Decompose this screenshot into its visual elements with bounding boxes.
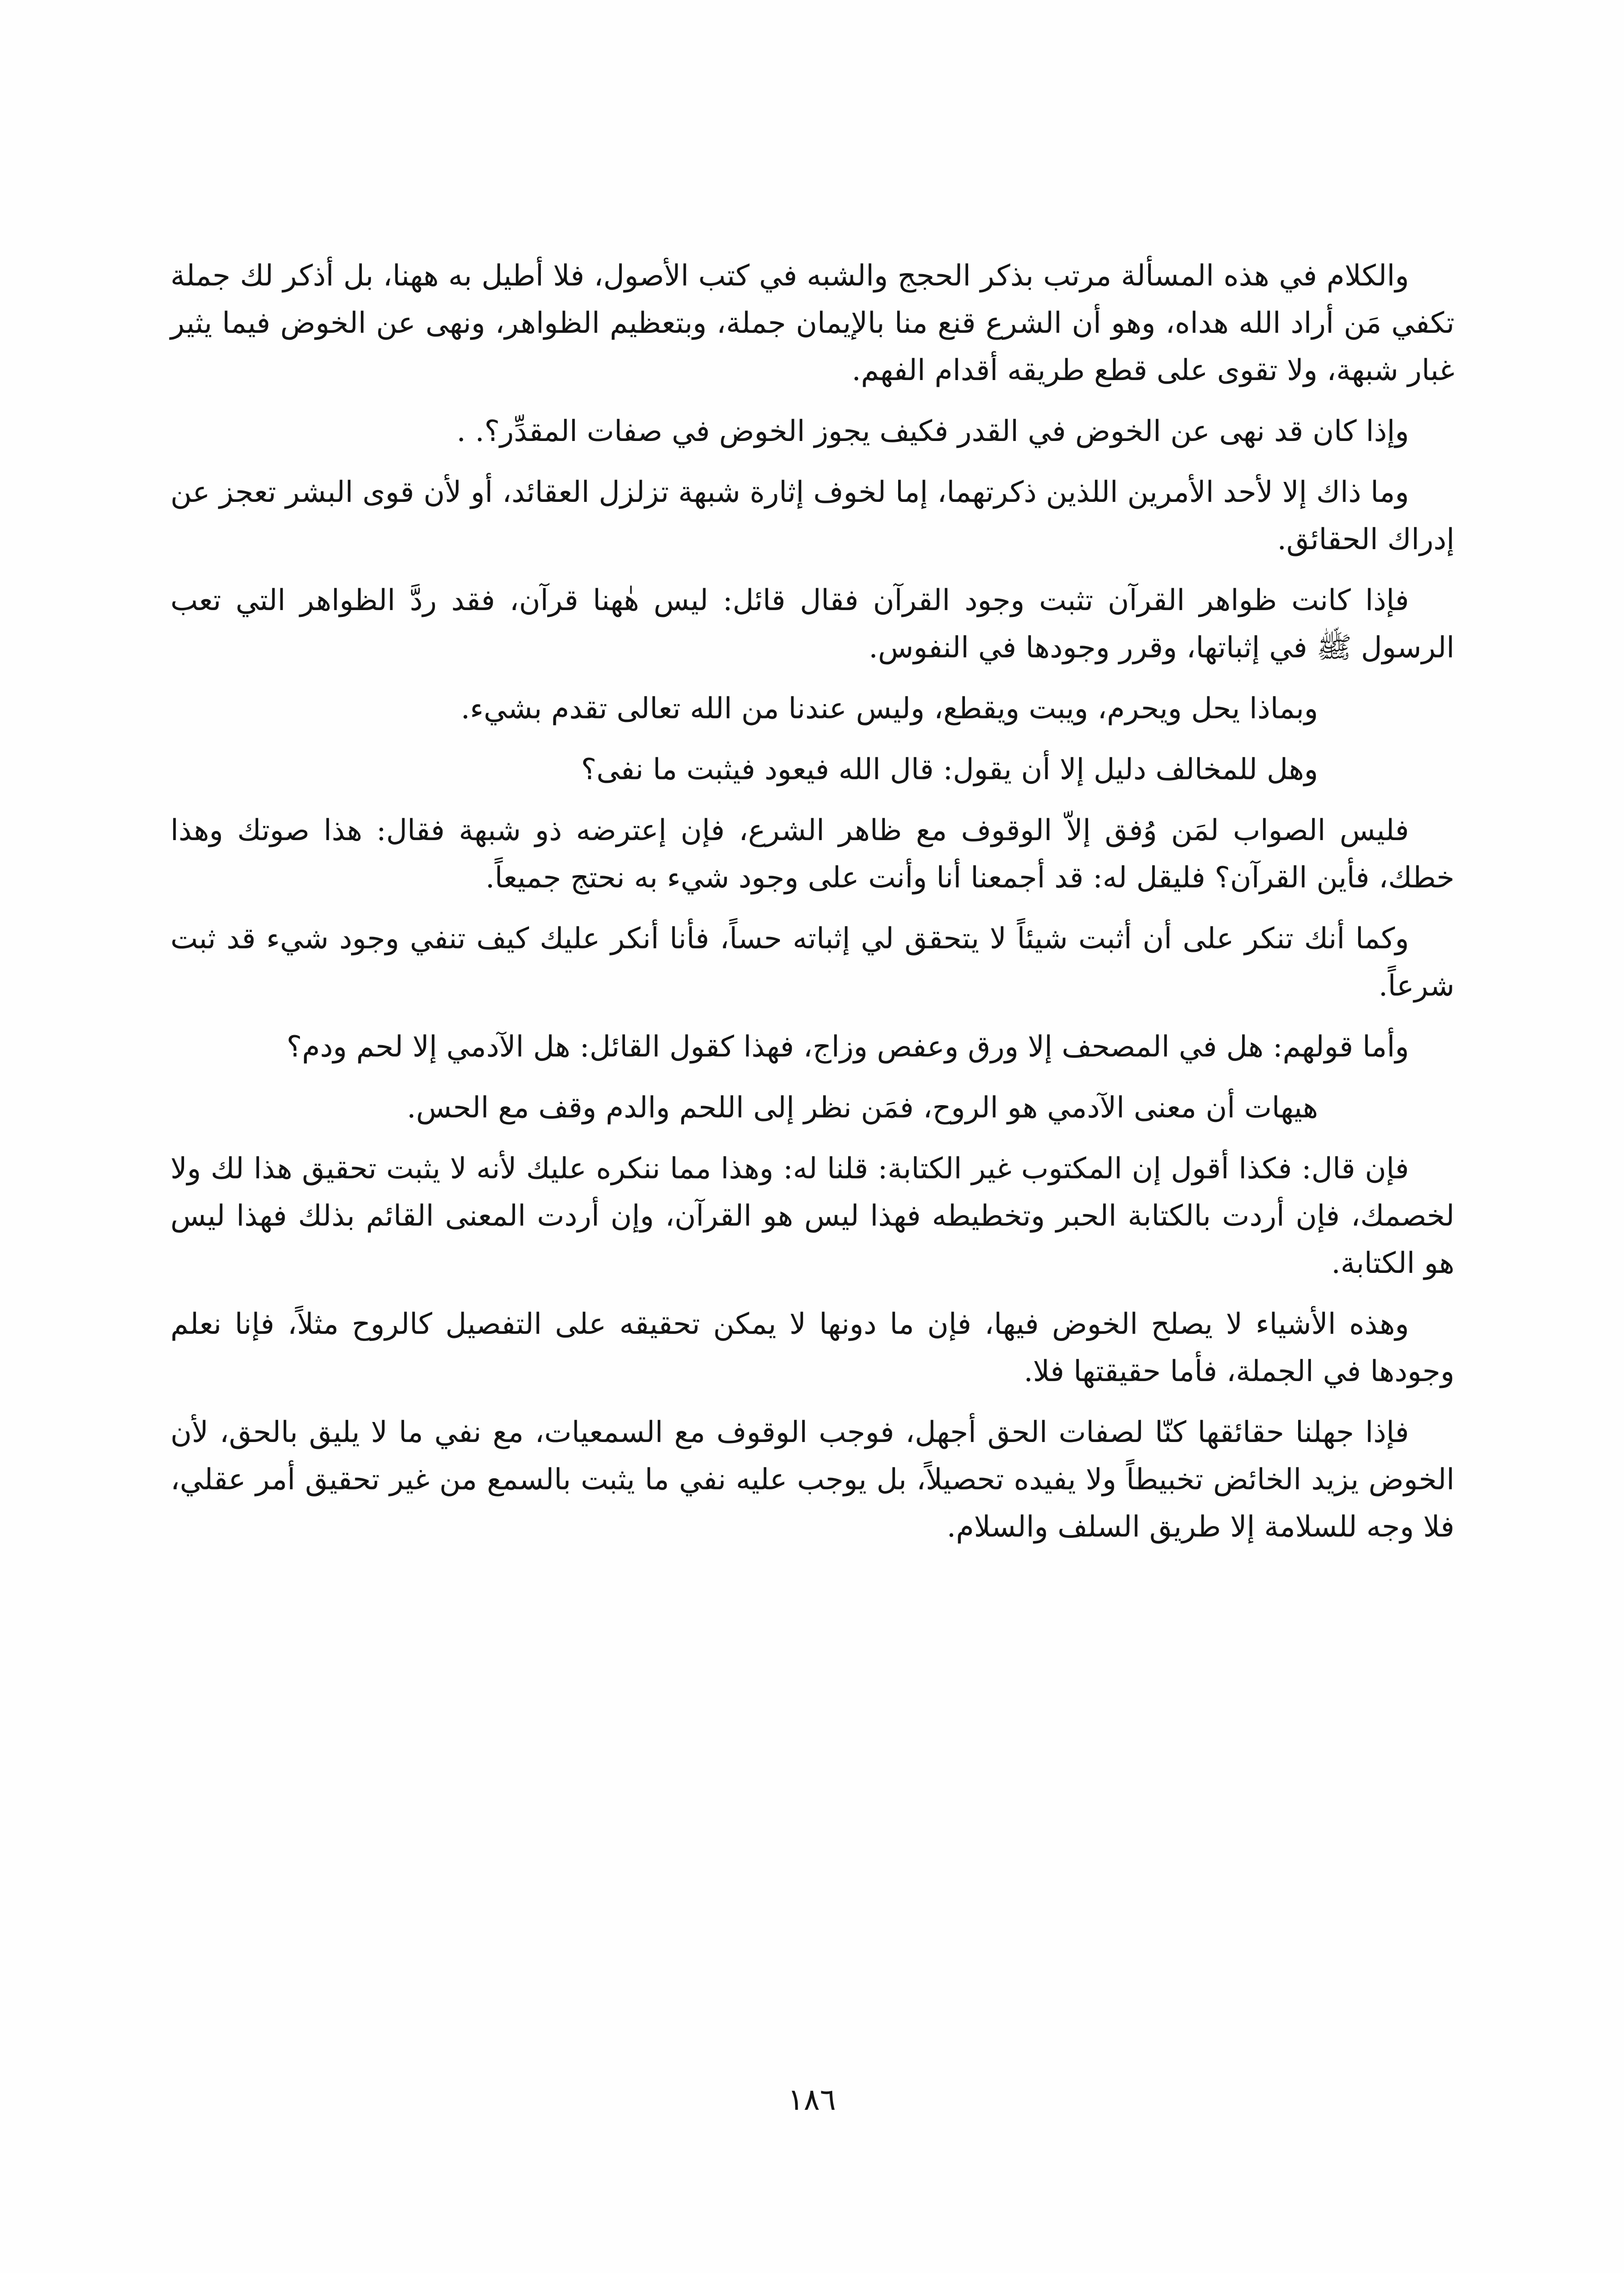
body-text — [170, 252, 1454, 1564]
page-number: ١٨٦ — [787, 2082, 836, 2117]
paragraph: وهذه الأشياء لا يصلح الخوض فيها، فإن ما دونها لا يمكن تحقيقه على التفصيل كالروح مثلاً، فإنا نعلم وجودها في الجملة، فأما حقيقتها فلا. — [170, 1307, 1454, 1388]
paragraph: فإن قال: فكذا أقول إن المكتوب غير الكتابة: قلنا له: وهذا مما ننكره عليك لأنه لا يثبت تحقيق هذا لك ولا لخصمك، فإن أردت بالكتابة الحبر وتخطيطه فهذا ليس هو القرآن، وإن أردت المعنى القائم بذلك فهذا ليس هو الكتابة. — [170, 1152, 1454, 1280]
paragraph: وبماذا يحل ويحرم، ويبت ويقطع، وليس عندنا من الله تعالى تقدم بشيء. — [460, 692, 1318, 726]
paragraph: وإذا كان قد نهى عن الخوض في القدر فكيف يجوز الخوض في صفات المقدِّر؟. . — [456, 415, 1409, 448]
paragraph: وأما قولهم: هل في المصحف إلا ورق وعفص وزاج، فهذا كقول القائل: هل الآدمي إلا لحم ودم؟ — [286, 1030, 1409, 1064]
paragraph: والكلام في هذه المسألة مرتب بذكر الحجج والشبه في كتب الأصول، فلا أطيل به ههنا، بل أذكر لك جملة تكفي مَن أراد الله هداه، وهو أن الشرع قنع منا بالإيمان جملة، وبتعظيم الظواهر، ونهى عن الخوض فيما يثير غبار شبهة، ولا تقوى على قطع طريقه أقدام الفهم. — [170, 259, 1455, 387]
paragraph: فإذا جهلنا حقائقها كنّا لصفات الحق أجهل، فوجب الوقوف مع السمعيات، مع نفي ما لا يليق بالحق، لأن الخوض يزيد الخائض تخبيطاً ولا يفيده تحصيلاً، بل يوجب عليه نفي ما يثبت بالسمع من غير تحقيق أمر عقلي، فلا وجه للسلامة إلا طريق السلف والسلام. — [170, 1416, 1454, 1544]
paragraph: فليس الصواب لمَن وُفق إلاّ الوقوف مع ظاهر الشرع، فإن إعترضه ذو شبهة فقال: هذا صوتك وهذا خطك، فأين القرآن؟ فليقل له: قد أجمعنا أنا وأنت على وجود شيء به نحتج جميعاً. — [170, 814, 1454, 895]
paragraph: هيهات أن معنى الآدمي هو الروح، فمَن نظر إلى اللحم والدم وقف مع الحس. — [406, 1091, 1318, 1125]
paragraph: وهل للمخالف دليل إلا أن يقول: قال الله فيعود فيثبت ما نفى؟ — [581, 753, 1318, 786]
paragraph: وكما أنك تنكر على أن أثبت شيئاً لا يتحقق لي إثباته حساً، فأنا أنكر عليك كيف تنفي وجود شيء قد ثبت شرعاً. — [170, 922, 1454, 1003]
paragraph: فإذا كانت ظواهر القرآن تثبت وجود القرآن فقال قائل: ليس هٰهنا قرآن، فقد ردَّ الظواهر التي تعب الرسول ﷺ في إثباتها، وقرر وجودها في النفوس. — [170, 584, 1454, 665]
paragraph: وما ذاك إلا لأحد الأمرين اللذين ذكرتهما، إما لخوف إثارة شبهة تزلزل العقائد، أو لأن قوى البشر تعجز عن إدراك الحقائق. — [170, 476, 1454, 556]
